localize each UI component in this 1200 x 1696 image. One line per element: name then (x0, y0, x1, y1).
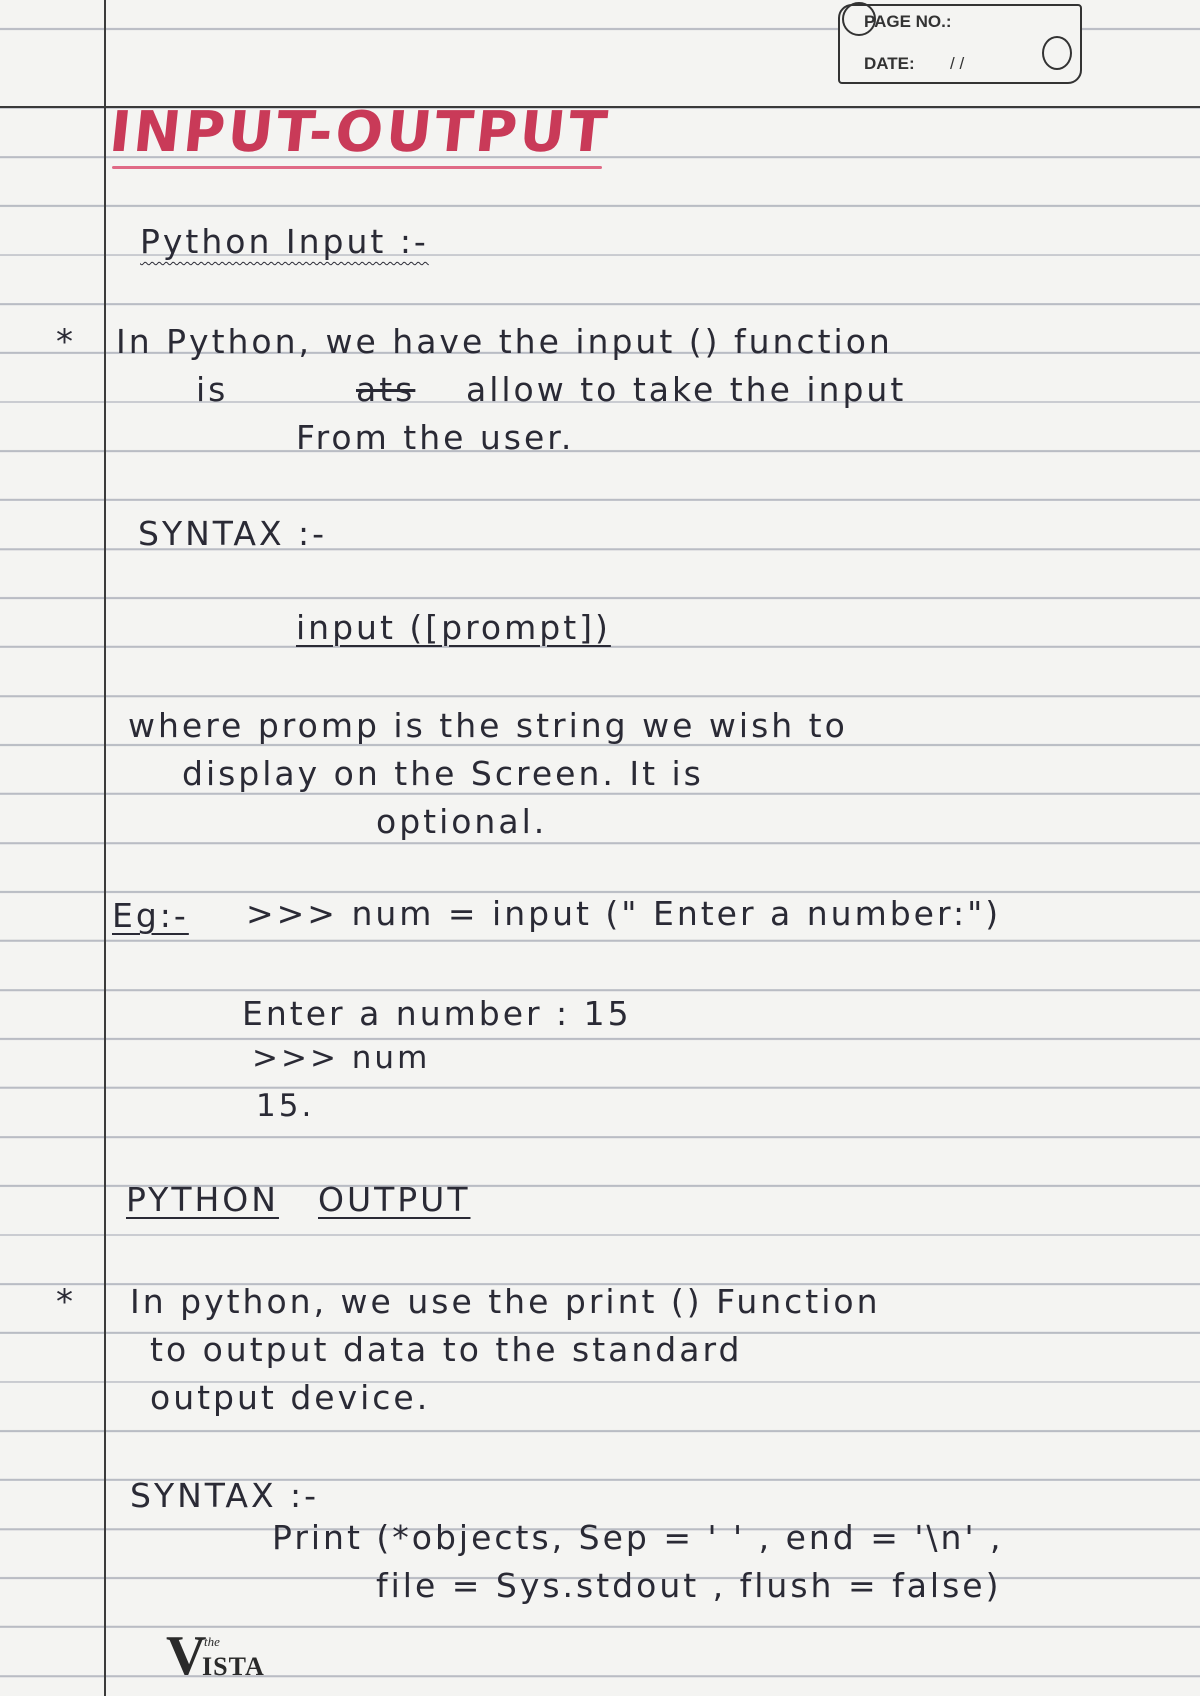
swirl-ornament-icon (1042, 36, 1072, 70)
input-syntax-label: SYNTAX :- (138, 514, 328, 553)
where-line3: optional. (376, 802, 548, 841)
input-para-line3: From the user. (296, 418, 575, 457)
vista-logo (166, 1624, 306, 1687)
output-syntax-label: SYNTAX :- (130, 1476, 320, 1515)
example-output-line3: 15. (256, 1088, 315, 1124)
output-para-line3: output device. (150, 1378, 431, 1417)
output-heading-python: PYTHON (126, 1180, 279, 1219)
input-para-strike: ats (356, 370, 416, 409)
output-para-line2: to output data to the standard (150, 1330, 743, 1369)
example-label: Eg:- (112, 896, 189, 935)
input-heading: Python Input :- (140, 222, 429, 261)
logo-name: ISTA (202, 1652, 265, 1681)
date-label: DATE: (864, 54, 915, 73)
example-code: >>> num = input (" Enter a number:") (246, 894, 1002, 933)
print-syntax-line2: file = Sys.stdout , flush = false) (376, 1566, 1002, 1605)
print-syntax-line1: Print (*objects, Sep = ' ' , end = '\n' , (272, 1518, 1004, 1557)
input-para-line1: In Python, we have the input () function (116, 322, 893, 361)
output-heading-output: OUTPUT (318, 1180, 471, 1219)
swirl-ornament-icon (842, 2, 876, 36)
page-no-label: PAGE NO.: (864, 12, 952, 31)
page-title: INPUT-OUTPUT (106, 100, 613, 165)
output-para-line1: In python, we use the print () Function (130, 1282, 881, 1321)
input-para-line2-b: allow to take the input (466, 370, 907, 409)
input-para-line2-a: is (196, 370, 229, 409)
date-value: / / (950, 54, 965, 73)
title-underline (112, 166, 602, 169)
bullet-star-icon: * (56, 1282, 73, 1322)
input-syntax-code: input ([prompt]) (296, 608, 611, 647)
example-output-line2: >>> num (252, 1040, 431, 1076)
where-line2: display on the Screen. It is (182, 754, 704, 793)
example-output-line1: Enter a number : 15 (242, 994, 632, 1033)
logo-letter: V (166, 1625, 207, 1687)
where-line1: where promp is the string we wish to (128, 706, 848, 745)
logo-the: the (204, 1634, 220, 1649)
bullet-star-icon: * (56, 322, 73, 362)
margin-line (104, 0, 106, 1696)
